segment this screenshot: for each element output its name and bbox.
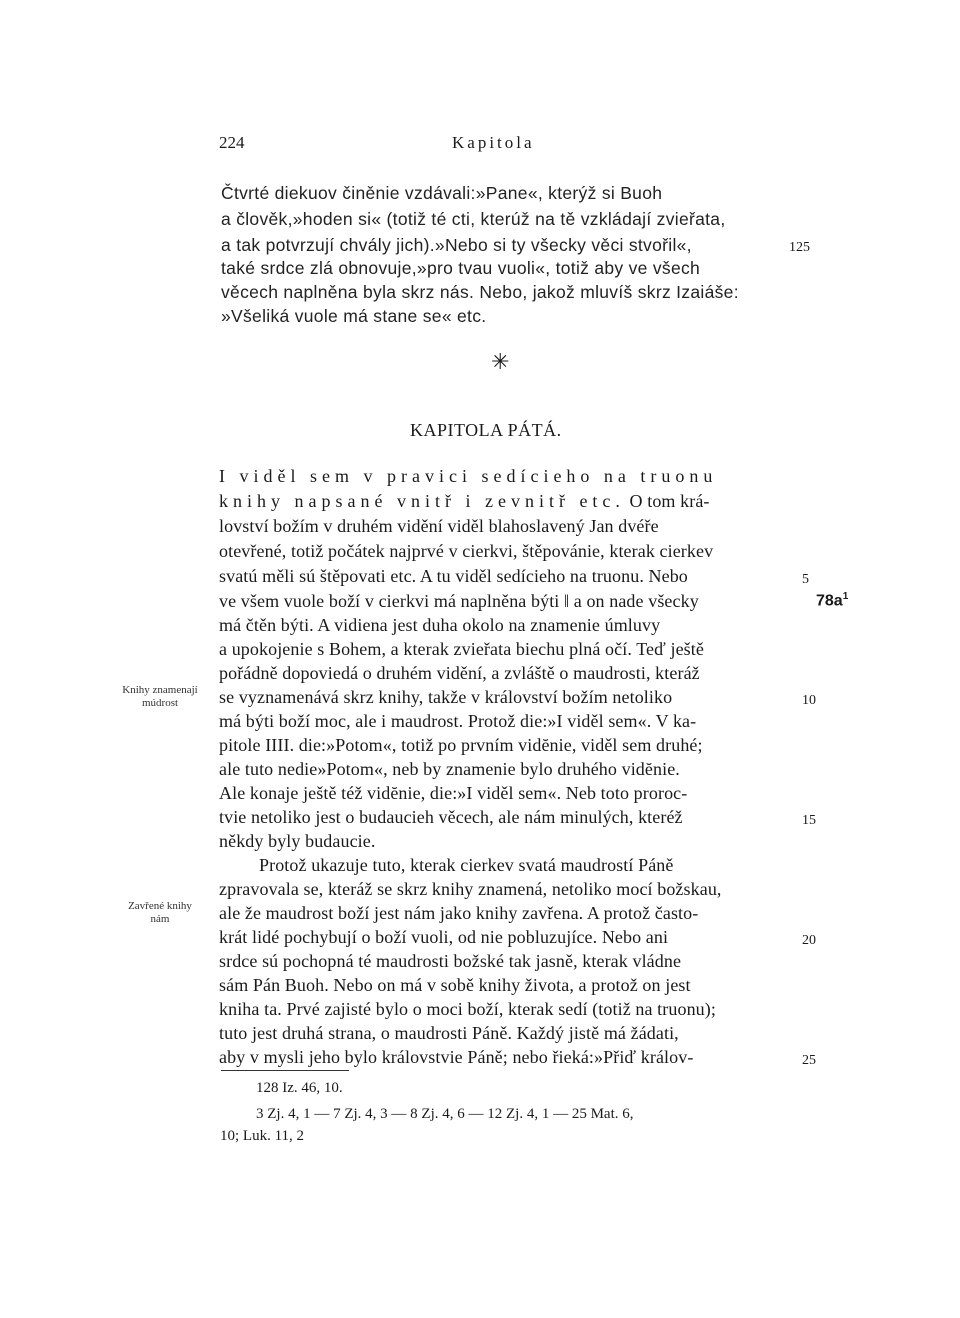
margin-note-line: nám <box>150 913 170 925</box>
footnote-rule <box>221 1070 349 1071</box>
prev-text-line: věcech naplněna byla skrz nás. Nebo, jakož mluvíš skrz Izaiáše: <box>221 282 739 302</box>
margin-note <box>110 684 210 710</box>
margin-folio-reference <box>816 591 848 610</box>
body-line: lovství božím v druhém vidění viděl blahoslavený Jan dvéře <box>219 516 659 536</box>
folio-number: 78a <box>816 592 843 610</box>
running-title: Kapitola <box>452 133 535 152</box>
line-number: 25 <box>802 1053 816 1068</box>
body-line: aby v mysli jeho bylo královstvie Páně; nebo řieká:»Přiď králov- <box>219 1047 694 1067</box>
body-line: někdy byly budaucie. <box>219 831 376 851</box>
prev-text-line: a tak potvrzují chvály jich).»Nebo si ty všecky věci stvořil«, <box>221 235 692 255</box>
section-star-ornament: ✳ <box>491 349 510 374</box>
body-line: I viděl sem v pravici sedícieho na truonu <box>219 466 718 486</box>
body-line: ve všem vuole boží v cierkvi má naplněna býti ‖ a on nade všecky <box>219 591 699 611</box>
chapter-heading: KAPITOLA PÁTÁ. <box>410 420 562 440</box>
margin-note <box>110 900 210 926</box>
footnote-line: 10; Luk. 11, 2 <box>220 1128 305 1144</box>
prev-text-line: »Všeliká vuole má stane se« etc. <box>221 306 487 326</box>
body-line: sám Pán Buoh. Nebo on má v sobě knihy života, a protož on jest <box>219 975 691 995</box>
margin-note-line: Zavřené knihy <box>128 900 192 912</box>
body-line: má čtěn býti. A vidiena jest duha okolo na znamenie úmluvy <box>219 615 661 635</box>
line-number: 125 <box>789 240 810 255</box>
body-line: má býti boží moc, ale i maudrost. Protož die:»I viděl sem«. V ka- <box>219 711 697 731</box>
body-line: pořádně dopoviedá o druhém vidění, a zvláště o maudrosti, kteráž <box>219 663 700 683</box>
body-line: tvie netoliko jest o budaucieh věcech, ale nám minulých, kteréž <box>219 807 683 827</box>
prev-text-line: Čtvrté diekuov činěnie vzdávali:»Pane«, kterýž si Buoh <box>221 183 663 203</box>
body-line: otevřené, totiž počátek najprvé v cierkvi, štěpovánie, kterak cierkev <box>219 541 714 561</box>
body-line: svatú měli sú štěpovati etc. A tu viděl sedícieho na truonu. Nebo <box>219 566 688 586</box>
folio-superscript: 1 <box>842 591 849 602</box>
body-line: Ale konaje ještě též vidĕnie, die:»I viděl sem«. Neb toto proroc- <box>219 783 688 803</box>
line-number: 20 <box>802 933 816 948</box>
line-number: 15 <box>802 813 816 828</box>
body-line: srdce sú pochopná té maudrosti božské tak jasně, kterak vládne <box>219 951 682 971</box>
line-number: 5 <box>802 572 809 587</box>
body-line: ale že maudrost boží jest nám jako knihy zavřena. A protož často- <box>219 903 699 923</box>
body-line <box>219 491 785 512</box>
body-line: pitole IIII. die:»Potom«, totiž po prvním vidĕnie, viděl sem druhé; <box>219 735 703 755</box>
line-number: 10 <box>802 693 816 708</box>
margin-note-line: Knihy znamenají <box>122 684 198 696</box>
body-line: tuto jest druhá strana, o maudrosti Páně. Každý jistě má žádati, <box>219 1023 679 1043</box>
prev-text-line: a člověk,»hoden si« (totiž té cti, kterúž na tě vzkládají zvieřata, <box>221 209 726 229</box>
body-text: O tom krá- <box>624 491 710 511</box>
body-spaced-text: knihy napsané vnitř i zevnitř etc. <box>219 491 625 511</box>
page-number: 224 <box>219 133 245 152</box>
body-line-indented: Protož ukazuje tuto, kterak cierkev svatá maudrostí Páně <box>259 855 674 875</box>
prev-text-line: také srdce zlá obnovuje,»pro tvau vuoli«, totiž aby ve všech <box>221 258 701 278</box>
margin-note-line: múdrost <box>141 697 179 709</box>
body-line: zpravovala se, kteráž se skrz knihy znamená, netoliko mocí božskau, <box>219 879 722 899</box>
body-line: krát lidé pochybují o boží vuoli, od nie pobluzujíce. Nebo ani <box>219 927 669 947</box>
body-line: se vyznamenává skrz knihy, takže v království božím netoliko <box>219 687 673 707</box>
body-line: ale tuto nedie»Potom«, neb by znamenie bylo druhého vidĕnie. <box>219 759 680 779</box>
body-line: a upokojenie s Bohem, a kterak zvieřata biechu plná očí. Teď ještě <box>219 639 704 659</box>
footnote-line: 128 Iz. 46, 10. <box>256 1080 343 1096</box>
footnote-line: 3 Zj. 4, 1 — 7 Zj. 4, 3 — 8 Zj. 4, 6 — 12 Zj. 4, 1 — 25 Mat. 6, <box>256 1106 634 1122</box>
body-line: kniha ta. Prvé zajisté bylo o moci boží, kterak sedí (totiž na truonu); <box>219 999 716 1019</box>
